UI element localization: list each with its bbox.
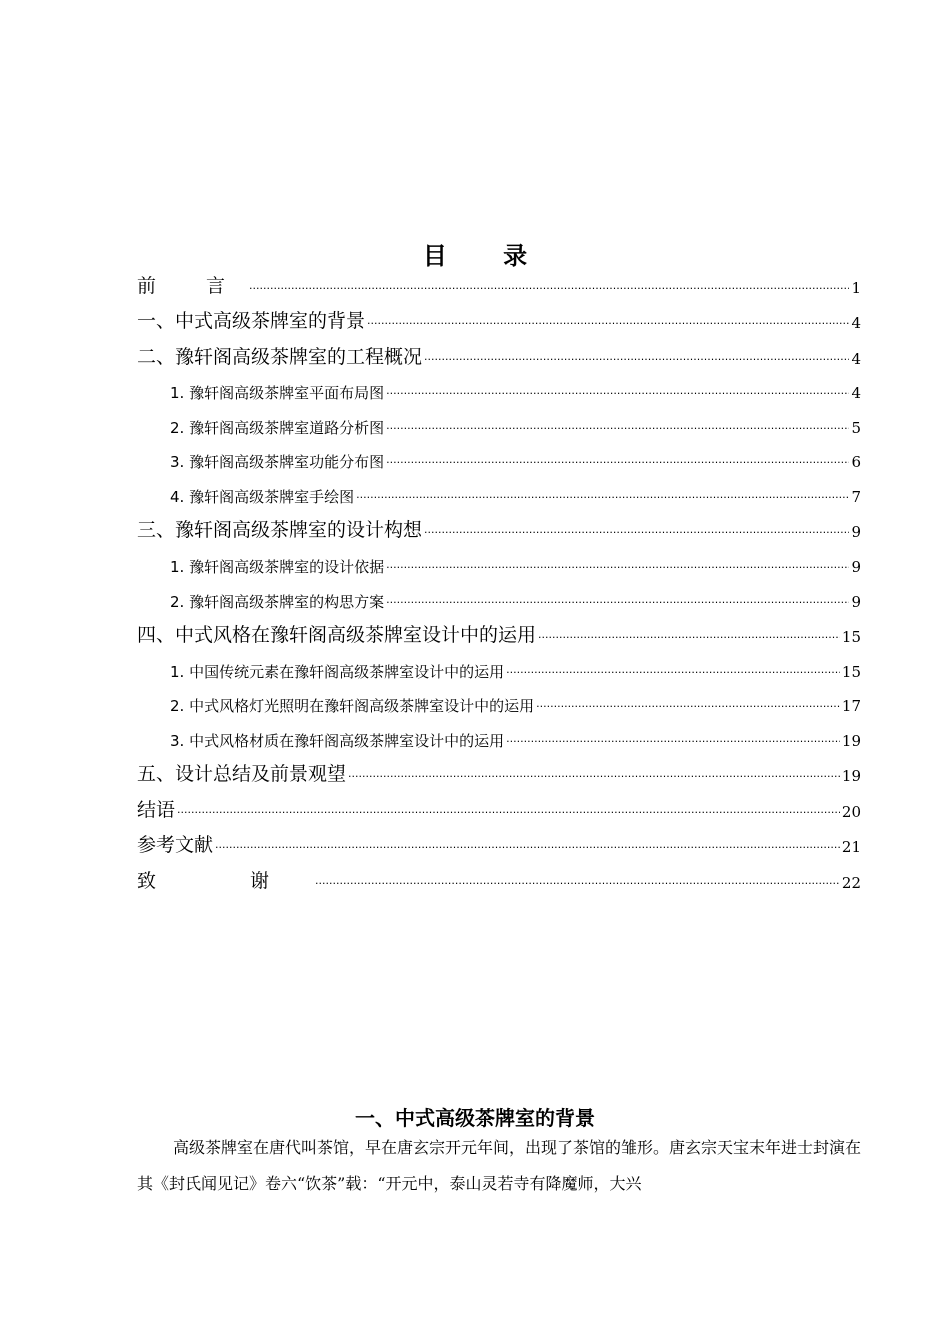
toc-entry[interactable] bbox=[137, 542, 861, 577]
toc-entry[interactable] bbox=[137, 647, 861, 682]
toc-entry[interactable] bbox=[137, 369, 861, 404]
toc-leader-dots bbox=[506, 736, 840, 751]
toc-entry-label: 致 谢 bbox=[137, 869, 314, 892]
toc-entry[interactable] bbox=[137, 438, 861, 473]
toc-entry-label: 2. 豫轩阁高级茶牌室道路分析图 bbox=[170, 418, 385, 437]
toc-leader-dots bbox=[386, 457, 849, 472]
toc-entry-label: 前 言 bbox=[137, 274, 248, 297]
toc-entry-page-number: 4 bbox=[851, 314, 861, 332]
toc-leader-dots bbox=[315, 878, 840, 893]
toc-leader-dots bbox=[424, 354, 849, 369]
toc-leader-dots bbox=[249, 283, 849, 298]
toc-entry-page-number: 5 bbox=[851, 418, 861, 437]
toc-leader-dots bbox=[386, 423, 849, 438]
toc-entry[interactable] bbox=[137, 333, 861, 369]
toc-leader-dots bbox=[386, 562, 849, 577]
toc-leader-dots bbox=[386, 597, 849, 612]
toc-entry[interactable] bbox=[137, 751, 861, 787]
toc-entry-label: 1. 中国传统元素在豫轩阁高级茶牌室设计中的运用 bbox=[170, 662, 505, 681]
toc-entry-page-number: 20 bbox=[841, 802, 861, 821]
toc-entry-label: 二、豫轩阁高级茶牌室的工程概况 bbox=[137, 345, 423, 368]
toc-leader-dots bbox=[536, 701, 840, 716]
toc-entry-page-number: 9 bbox=[851, 592, 861, 611]
toc-entry[interactable] bbox=[137, 403, 861, 438]
toc-entry-page-number: 7 bbox=[851, 487, 861, 506]
toc-entry-page-number: 19 bbox=[841, 731, 861, 750]
table-of-contents bbox=[137, 262, 861, 893]
toc-leader-dots bbox=[356, 492, 849, 507]
toc-entry-page-number: 6 bbox=[851, 453, 861, 472]
toc-entry[interactable] bbox=[137, 507, 861, 543]
toc-leader-dots bbox=[367, 318, 849, 333]
toc-entry-label: 2. 豫轩阁高级茶牌室的构思方案 bbox=[170, 592, 385, 611]
toc-entry-label: 3. 豫轩阁高级茶牌室功能分布图 bbox=[170, 453, 385, 472]
section-heading: 一、中式高级茶牌室的背景 bbox=[355, 1106, 595, 1130]
toc-entry-label: 三、豫轩阁高级茶牌室的设计构想 bbox=[137, 519, 423, 542]
toc-entry-label: 3. 中式风格材质在豫轩阁高级茶牌室设计中的运用 bbox=[170, 731, 505, 750]
toc-entry-page-number: 19 bbox=[841, 767, 861, 786]
toc-entry[interactable] bbox=[137, 716, 861, 751]
toc-leader-dots bbox=[215, 842, 840, 857]
toc-entry-label: 参考文献 bbox=[137, 834, 214, 857]
toc-entry-label: 四、中式风格在豫轩阁高级茶牌室设计中的运用 bbox=[137, 624, 537, 647]
toc-entry-page-number: 9 bbox=[851, 523, 861, 542]
toc-entry-label: 1. 豫轩阁高级茶牌室平面布局图 bbox=[170, 384, 385, 403]
toc-entry[interactable] bbox=[137, 786, 861, 822]
toc-leader-dots bbox=[506, 667, 840, 682]
toc-entry[interactable] bbox=[137, 822, 861, 858]
toc-leader-dots bbox=[348, 771, 840, 786]
toc-entry-page-number: 22 bbox=[841, 873, 861, 892]
toc-entry-label: 2. 中式风格灯光照明在豫轩阁高级茶牌室设计中的运用 bbox=[170, 697, 535, 716]
toc-entry-page-number: 17 bbox=[841, 697, 861, 716]
toc-entry-page-number: 9 bbox=[851, 557, 861, 576]
toc-entry-page-number: 4 bbox=[851, 384, 861, 403]
toc-entry-page-number: 15 bbox=[841, 628, 861, 647]
toc-leader-dots bbox=[386, 388, 849, 403]
toc-entry[interactable] bbox=[137, 857, 861, 893]
toc-entry-page-number: 15 bbox=[841, 662, 861, 681]
toc-entry[interactable] bbox=[137, 577, 861, 612]
toc-entry[interactable] bbox=[137, 612, 861, 648]
toc-entry[interactable] bbox=[137, 298, 861, 334]
toc-entry-label: 结语 bbox=[137, 798, 176, 821]
toc-title: 目 录 bbox=[422, 242, 552, 270]
toc-leader-dots bbox=[177, 807, 840, 822]
toc-entry-label: 1. 豫轩阁高级茶牌室的设计依据 bbox=[170, 557, 385, 576]
toc-entry-label: 4. 豫轩阁高级茶牌室手绘图 bbox=[170, 487, 355, 506]
body-paragraph: 高级茶牌室在唐代叫茶馆，早在唐玄宗开元年间，出现了茶馆的雏形。唐玄宗天宝末年进士封演在其《封氏闻见记》卷六“饮茶”载：“开元中，泰山灵若寺有降魔师，大兴 bbox=[137, 1138, 862, 1193]
toc-leader-dots bbox=[424, 527, 849, 542]
toc-entry[interactable] bbox=[137, 472, 861, 507]
toc-entry-label: 五、设计总结及前景观望 bbox=[137, 763, 347, 786]
toc-entry-page-number: 4 bbox=[851, 349, 861, 368]
toc-entry-label: 一、中式高级茶牌室的背景 bbox=[137, 310, 366, 332]
toc-entry-page-number: 1 bbox=[851, 278, 861, 297]
toc-entry-page-number: 21 bbox=[841, 838, 861, 857]
toc-entry[interactable] bbox=[137, 682, 861, 717]
toc-entry[interactable] bbox=[137, 262, 861, 298]
toc-leader-dots bbox=[538, 632, 840, 647]
